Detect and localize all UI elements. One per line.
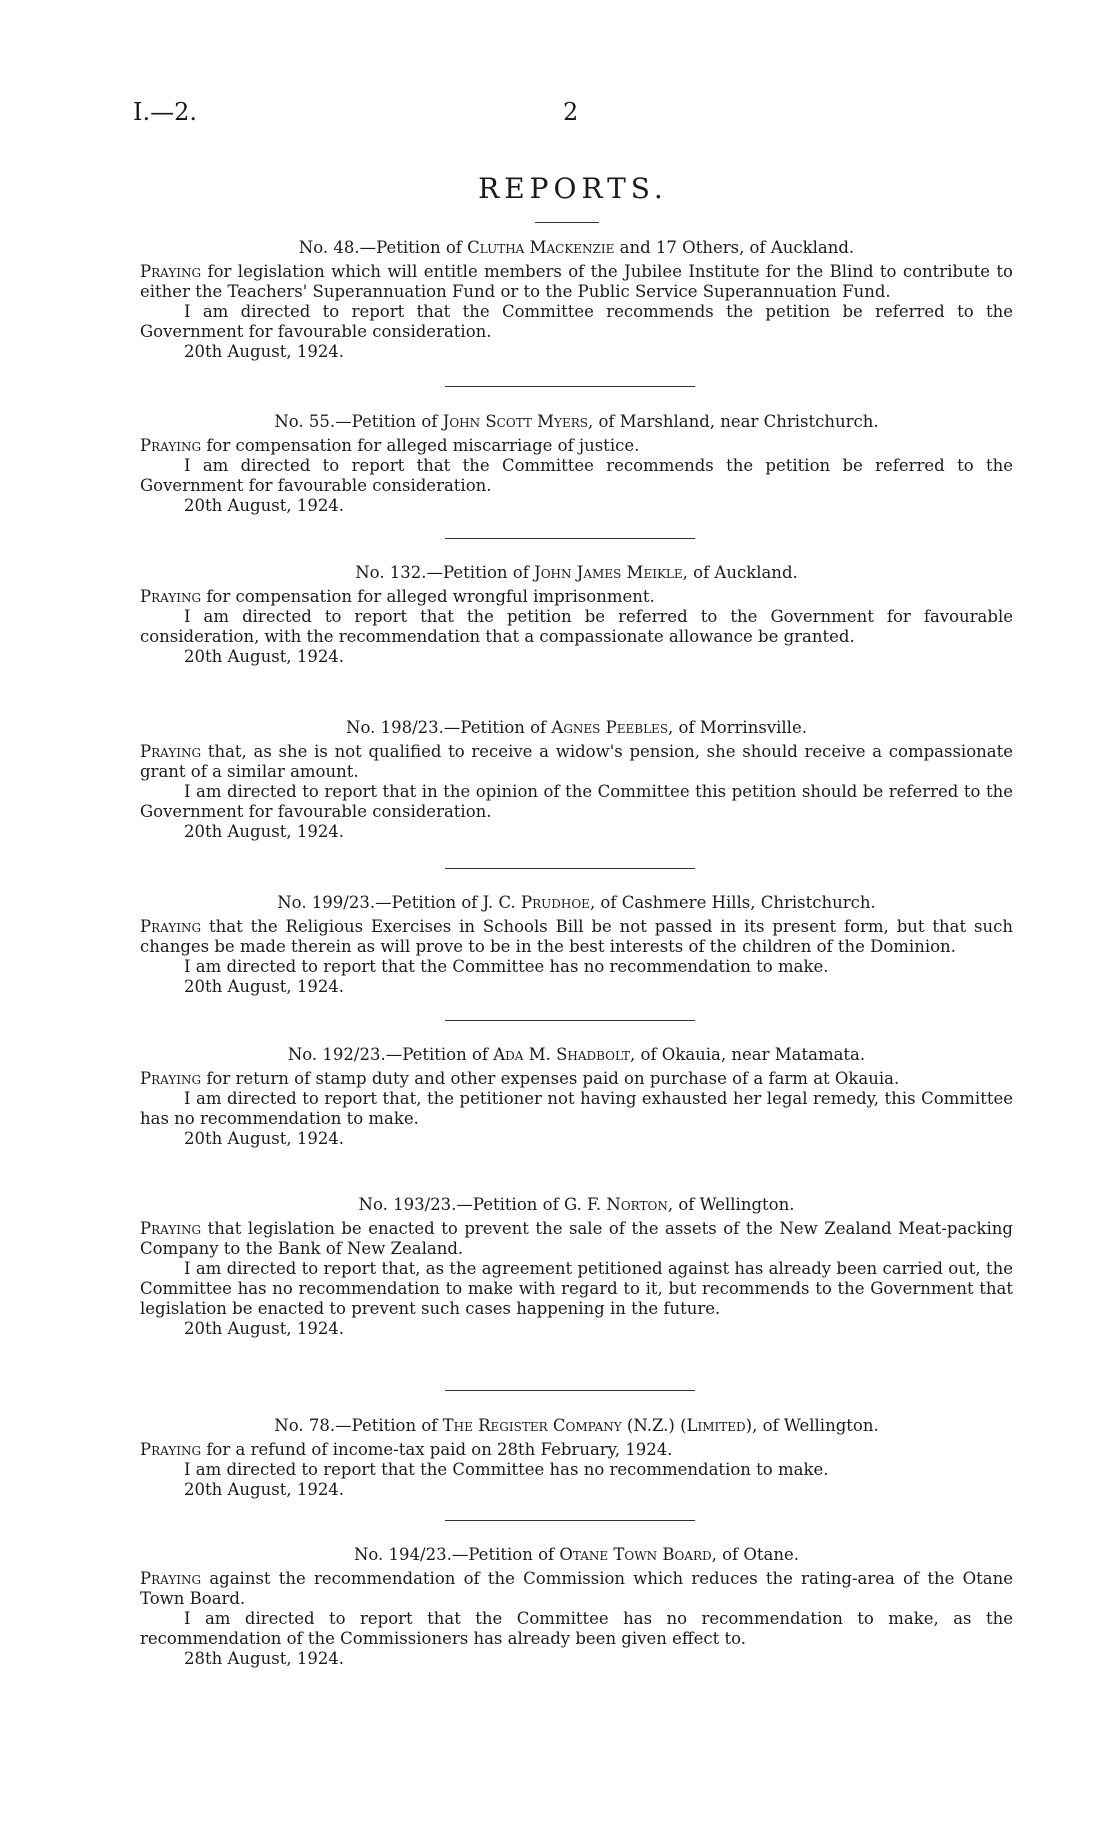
petition-heading: No. 199/23.—Petition of J. C. Prudhoe, of Cashmere Hills, Christchurch. [277, 893, 876, 912]
petition-date: 20th August, 1924. [184, 822, 345, 841]
petition-heading: No. 48.—Petition of Clutha Mackenzie and 17 Others, of Auckland. [298, 238, 855, 257]
petition-heading: No. 78.—Petition of The Register Company (N.Z.) (Limited), of Wellington. [274, 1416, 879, 1435]
petition-report: I am directed to report that, as the agreement petitioned against has already been carried out, the Committee has no recommendation to make with regard to it, but recommends to the Government that legislation be enacted to prevent such cases happening in the future. [140, 1259, 1013, 1318]
document-reference: I.—2. [133, 98, 198, 126]
page-title: REPORTS. [478, 172, 668, 205]
section-divider [445, 386, 695, 387]
petitioner-name: Ada M. Shadbolt [493, 1045, 631, 1064]
petition-78 [140, 1416, 1013, 1500]
petition-heading: No. 198/23.—Petition of Agnes Peebles, of Morrinsville. [346, 718, 807, 737]
section-divider [445, 538, 695, 539]
petition-prayer: Praying for return of stamp duty and other expenses paid on purchase of a farm at Okauia. [140, 1069, 900, 1088]
petition-prayer: Praying for a refund of income-tax paid on 28th February, 1924. [140, 1440, 673, 1459]
petition-report: I am directed to report that the Committee recommends the petition be referred to the Government for favourable consideration. [140, 302, 1013, 341]
petition-194-23 [140, 1545, 1013, 1669]
petition-date: 20th August, 1924. [184, 647, 345, 666]
section-divider [445, 1390, 695, 1391]
petition-prayer: Praying against the recommendation of the Commission which reduces the rating-area of the Otane Town Board. [140, 1569, 1013, 1608]
petition-report: I am directed to report that the petition be referred to the Government for favourable consideration, with the recommendation that a compassionate allowance be granted. [140, 607, 1013, 646]
petition-192-23 [140, 1045, 1013, 1149]
petition-report: I am directed to report that the Committee has no recommendation to make. [184, 957, 829, 976]
petition-report: I am directed to report that in the opinion of the Committee this petition should be referred to the Government for favourable consideration. [140, 782, 1013, 821]
petition-date: 20th August, 1924. [184, 342, 345, 361]
petition-date: 20th August, 1924. [184, 1129, 345, 1148]
petition-date: 20th August, 1924. [184, 1319, 345, 1338]
petition-date: 20th August, 1924. [184, 1480, 345, 1499]
petition-prayer: Praying for legislation which will entitle members of the Jubilee Institute for the Blind to contribute to either the Teachers' Superannuation Fund or to the Public Service Superannuation Fund. [140, 262, 1013, 301]
petition-199-23 [140, 893, 1013, 997]
page-number: 2 [563, 98, 579, 126]
petition-55 [140, 412, 1013, 516]
petition-prayer: Praying that the Religious Exercises in Schools Bill be not passed in its present form, but that such changes be made therein as will prove to be in the best interests of the children of the Dominion. [140, 917, 1013, 956]
petition-prayer: Praying that legislation be enacted to prevent the sale of the assets of the New Zealand Meat-packing Company to the Bank of New Zealand. [140, 1219, 1013, 1258]
petition-heading: No. 132.—Petition of John James Meikle, of Auckland. [355, 563, 798, 582]
petition-report: I am directed to report that, the petitioner not having exhausted her legal remedy, this Committee has no recommendation to make. [140, 1089, 1013, 1128]
petition-date: 20th August, 1924. [184, 977, 345, 996]
petitioner-name: John James Meikle [534, 563, 683, 582]
petitioner-name: Agnes Peebles [551, 718, 669, 737]
petition-prayer: Praying for compensation for alleged miscarriage of justice. [140, 436, 640, 455]
petitioner-name: John Scott Myers [442, 412, 588, 431]
section-divider [445, 1020, 695, 1021]
petition-prayer: Praying that, as she is not qualified to receive a widow's pension, she should receive a compassionate grant of a similar amount. [140, 742, 1014, 781]
petition-prayer: Praying for compensation for alleged wrongful imprisonment. [140, 587, 655, 606]
section-divider [445, 868, 695, 869]
petitioner-name: Clutha Mackenzie [467, 238, 615, 257]
petition-198-23 [140, 718, 1013, 842]
petition-132 [140, 563, 1013, 667]
petition-date: 20th August, 1924. [184, 496, 345, 515]
section-divider [445, 1520, 695, 1521]
page-header [133, 98, 1013, 134]
petition-193-23 [140, 1195, 1013, 1339]
petition-heading: No. 194/23.—Petition of Otane Town Board, of Otane. [353, 1545, 800, 1564]
title-divider [535, 222, 599, 223]
petition-heading: No. 192/23.—Petition of Ada M. Shadbolt, of Okauia, near Matamata. [287, 1045, 866, 1064]
petition-report: I am directed to report that the Committee recommends the petition be referred to the Government for favourable consideration. [140, 456, 1013, 495]
petitioner-name: Otane Town Board [559, 1545, 712, 1564]
petition-report: I am directed to report that the Committee has no recommendation to make. [184, 1460, 829, 1479]
petitioner-name: G. F. Norton [563, 1195, 668, 1214]
petition-report: I am directed to report that the Committee has no recommendation to make, as the recommendation of the Commissioners has already been given effect to. [140, 1609, 1013, 1648]
petition-heading: No. 193/23.—Petition of G. F. Norton, of Wellington. [358, 1195, 795, 1214]
petitioner-name: The Register Company (N.Z.) (Limited) [442, 1416, 753, 1435]
petition-date: 28th August, 1924. [184, 1649, 345, 1668]
petition-48 [140, 238, 1013, 362]
petition-heading: No. 55.—Petition of John Scott Myers, of Marshland, near Christchurch. [274, 412, 879, 431]
petitioner-name: J. C. Prudhoe [482, 893, 590, 912]
